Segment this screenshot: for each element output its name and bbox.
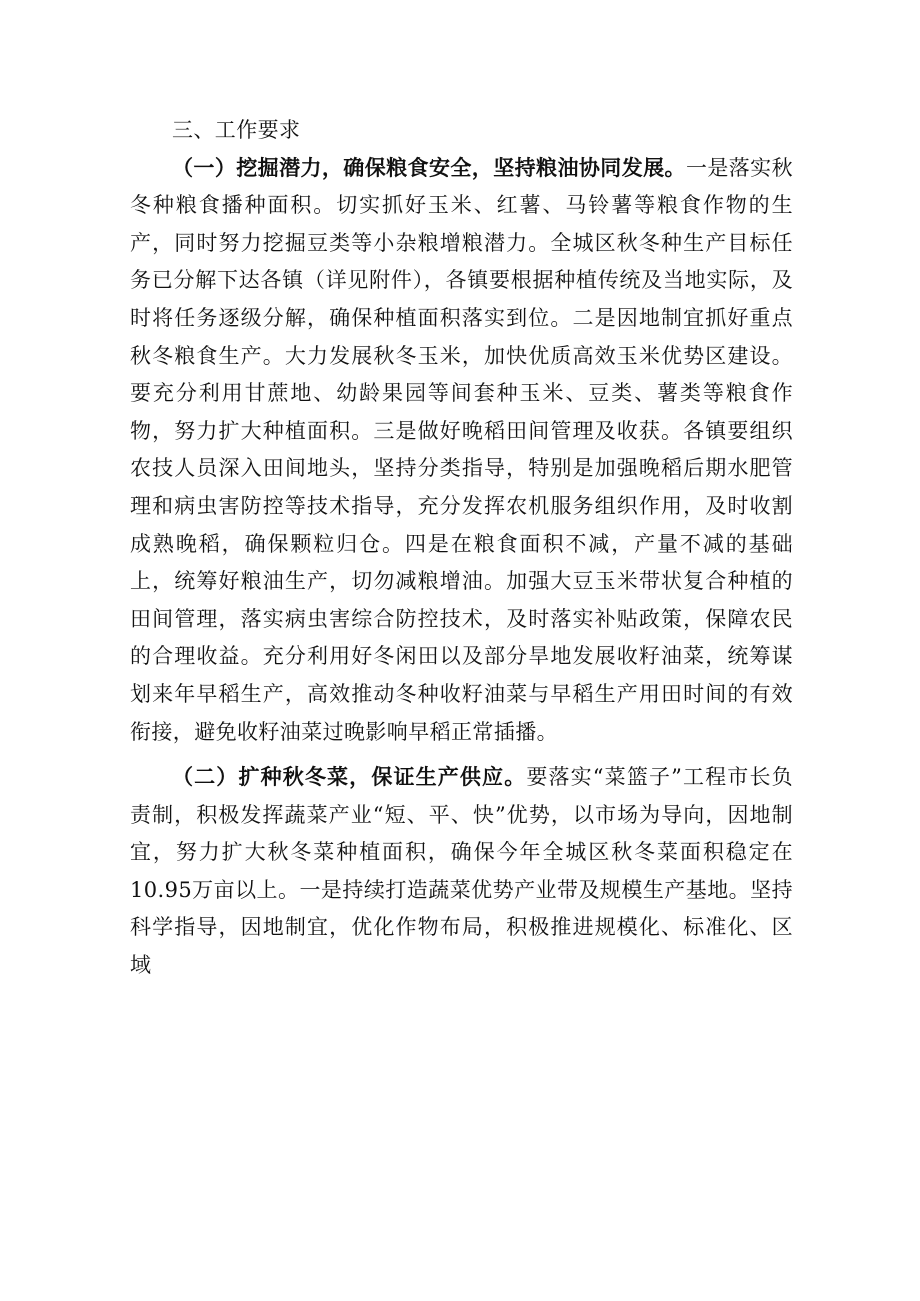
paragraph-food-security: [130, 150, 793, 752]
paragraph-winter-vegetables: [130, 759, 793, 985]
paragraph-body-text: 要落实“菜篮子”工程市长负责制，积极发挥蔬菜产业“短、平、快”优势，以市场为导向，因地制宜，努力扩大秋冬菜种植面积，确保今年全城区秋冬菜面积稳定在10.95万亩以上。一是持续打造蔬菜优势产业带及规模生产基地。坚持科学指导，因地制宜，优化作物布局，积极推进规模化、标准化、区域: [130, 765, 793, 978]
section-heading: 三、工作要求: [172, 118, 301, 142]
paragraph-lead-title: （一）挖掘潜力，确保粮食安全，坚持粮油协同发展。: [172, 155, 686, 180]
paragraph-lead-title: （二）扩种秋冬菜，保证生产供应。: [172, 765, 527, 790]
paragraph-body-text: 一是落实秋冬种粮食播种面积。切实抓好玉米、红薯、马铃薯等粮食作物的生产，同时努力挖掘豆类等小杂粮增粮潜力。全城区秋冬种生产目标任务已分解下达各镇（详见附件），各镇要根据种植传统及当地实际，及时将任务逐级分解，确保种植面积落实到位。二是因地制宜抓好重点秋冬粮食生产。大力发展秋冬玉米，加快优质高效玉米优势区建设。要充分利用甘蔗地、幼龄果园等间套种玉米、豆类、薯类等粮食作物，努力扩大种植面积。三是做好晚稻田间管理及收获。各镇要组织农技人员深入田间地头，坚持分类指导，特别是加强晚稻后期水肥管理和病虫害防控等技术指导，充分发挥农机服务组织作用，及时收割成熟晚稻，确保颗粒归仓。四是在粮食面积不减，产量不减的基础上，统筹好粮油生产，切勿减粮增油。加强大豆玉米带状复合种植的田间管理，落实病虫害综合防控技术，及时落实补贴政策，保障农民的合理收益。充分利用好冬闲田以及部分旱地发展收籽油菜，统筹谋划来年早稻生产，高效推动冬种收籽油菜与早稻生产用田时间的有效衔接，避免收籽油菜过晚影响早稻正常插播。: [130, 155, 793, 744]
document-body: [130, 112, 793, 985]
